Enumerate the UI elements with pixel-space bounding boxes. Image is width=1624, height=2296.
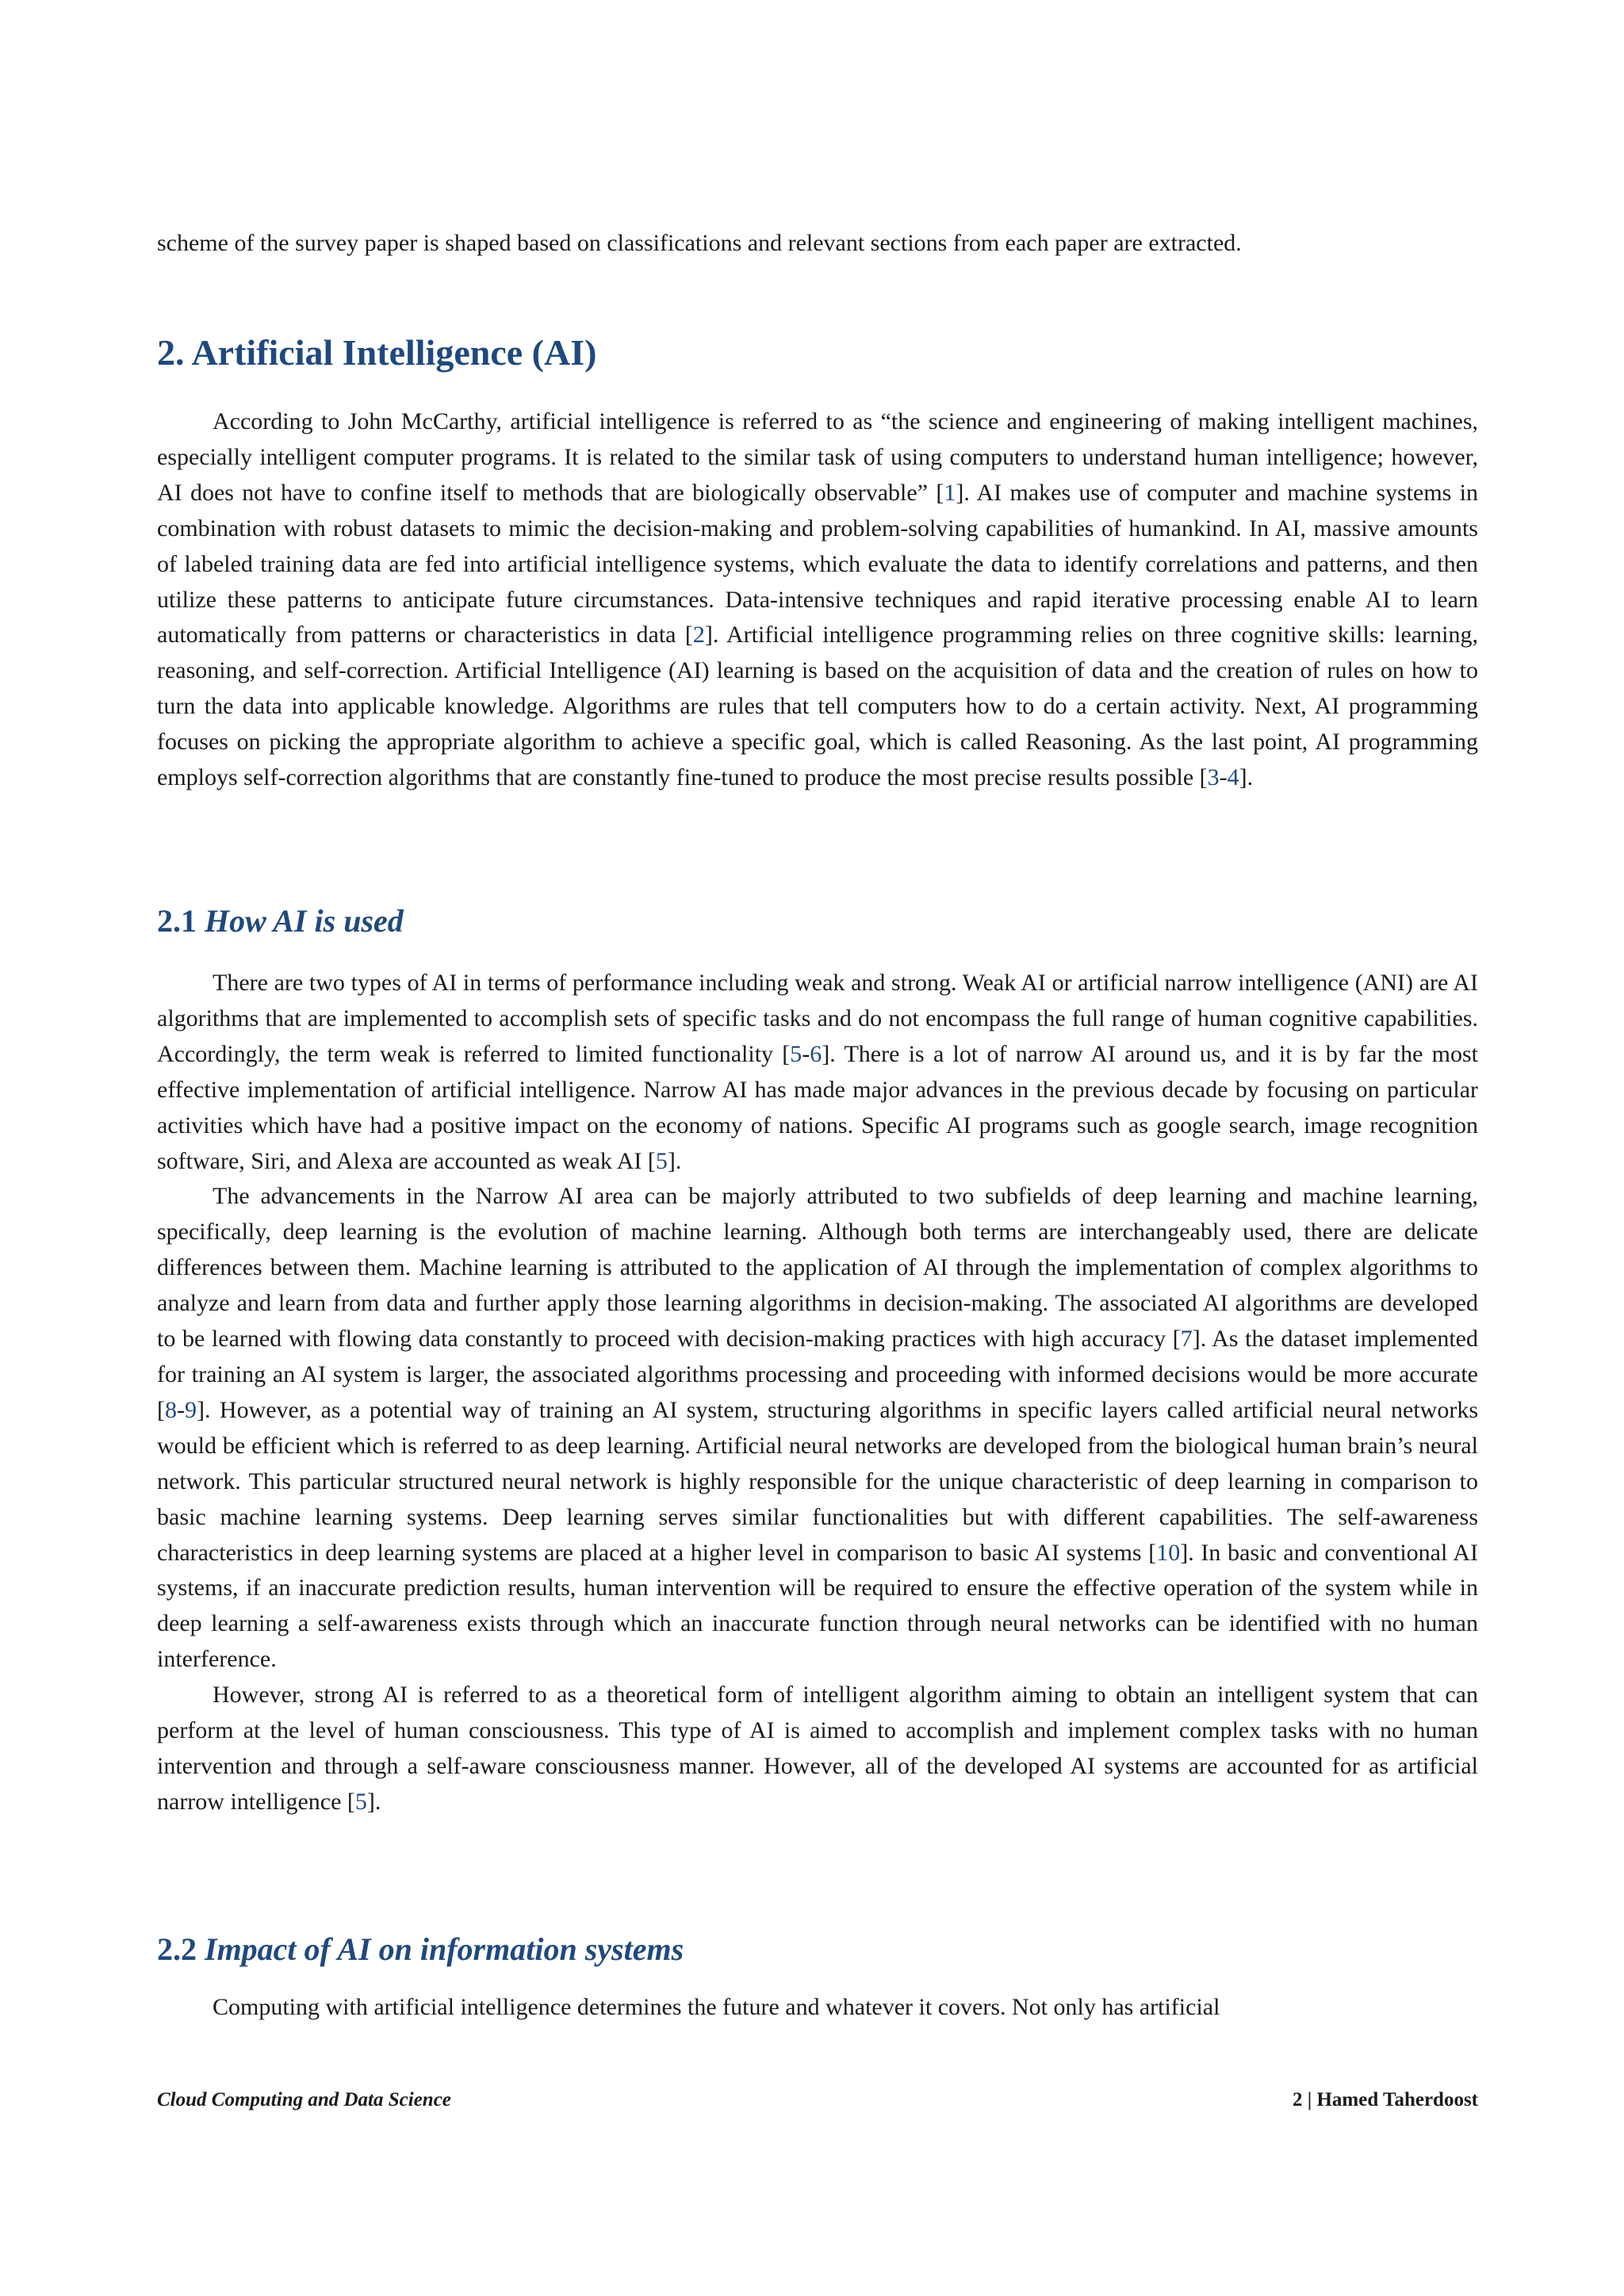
- paragraph: However, strong AI is referred to as a theoretical form of intelligent algorithm aiming to obtain an intelligent system that can perform at the level of human consciousness. This type of AI is aimed to accomplish and implement complex tasks with no human intervention and through a self-aware consciousness manner. However, all of the developed AI systems are accounted for as artificial narrow intelligence [5].: [157, 1682, 1478, 1815]
- citation-link[interactable]: 5: [354, 1788, 367, 1815]
- citation-link[interactable]: 6: [810, 1040, 822, 1067]
- section-heading: 2. Artificial Intelligence (AI): [157, 332, 597, 373]
- citation-link[interactable]: 1: [944, 479, 956, 506]
- paragraph: There are two types of AI in terms of performance including weak and strong. Weak AI or artificial narrow intelligence (ANI) are AI algorithms that are implemented to accomplish sets of specific tasks and do not encompass the full range of human cognitive capabilities. Accordingly, the term weak is referred to limited functionality [5-6]. There is a lot of narrow AI around us, and it is by far the most effective implementation of artificial intelligence. Narrow AI has made major advances in the previous decade by focusing on particular activities which have had a positive impact on the economy of nations. Specific AI programs such as google search, image recognition software, Siri, and Alexa are accounted as weak AI [5].: [157, 970, 1478, 1174]
- subsection-2-2-body: [157, 1990, 1478, 2026]
- subsection-2-1-body: [157, 966, 1478, 1820]
- carryover-text: scheme of the survey paper is shaped based on classifications and relevant sections from each paper are extracted.: [157, 230, 1242, 256]
- citation-link[interactable]: 4: [1227, 764, 1239, 791]
- paragraph: The advancements in the Narrow AI area can be majorly attributed to two subfields of deep learning and machine learning, specifically, deep learning is the evolution of machine learning. Although both terms are interchangeably used, there are delicate differences between them. Machine learning is attributed to the application of AI through the implementation of complex algorithms to analyze and learn from data and further apply those learning algorithms in decision-making. The associated AI algorithms are developed to be learned with flowing data constantly to proceed with decision-making practices with high accuracy [7]. As the dataset implemented for training an AI system is larger, the associated algorithms processing and proceeding with informed decisions would be more accurate [8-9]. However, as a potential way of training an AI system, structuring algorithms in specific layers called artificial neural networks would be efficient which is referred to as deep learning. Artificial neural networks are developed from the biological human brain’s neural network. This particular structured neural network is highly responsible for the unique characteristic of deep learning in comparison to basic machine learning systems. Deep learning serves similar functionalities but with different capabilities. The self-awareness characteristics in deep learning systems are placed at a higher level in comparison to basic AI systems [10]. In basic and conventional AI systems, if an inaccurate prediction results, human intervention will be required to ensure the effective operation of the system while in deep learning a self-awareness exists through which an inaccurate function through neural networks can be identified with no human interference.: [157, 1183, 1478, 1673]
- citation-link[interactable]: 9: [185, 1396, 197, 1423]
- citation-link[interactable]: 5: [655, 1147, 668, 1174]
- paragraph: Computing with artificial intelligence determines the future and whatever it covers. Not only has artificial: [213, 1994, 1220, 2020]
- citation-link[interactable]: 8: [165, 1396, 177, 1423]
- citation-link[interactable]: 2: [692, 622, 705, 649]
- citation-link[interactable]: 7: [1180, 1326, 1193, 1353]
- section-2-body: [157, 404, 1478, 796]
- citation-link[interactable]: 5: [790, 1040, 802, 1067]
- subsection-heading-2-2: 2.2 Impact of AI on information systems: [157, 1931, 684, 1967]
- page-number-author: 2 | Hamed Taherdoost: [1292, 2089, 1478, 2110]
- subsection-heading-2-1: 2.1 How AI is used: [157, 903, 404, 939]
- citation-link[interactable]: 3: [1207, 764, 1220, 791]
- paper-page: [157, 0, 1478, 2296]
- journal-name: Cloud Computing and Data Science: [157, 2089, 451, 2110]
- paragraph: According to John McCarthy, artificial intelligence is referred to as “the science and engineering of making intelligent machines, especially intelligent computer programs. It is related to the similar task of using computers to understand human intelligence; however, AI does not have to confine itself to methods that are biologically observable” [1]. AI makes use of computer and machine systems in combination with robust datasets to mimic the decision-making and problem-solving capabilities of humankind. In AI, massive amounts of labeled training data are fed into artificial intelligence systems, which evaluate the data to identify correlations and patterns, and then utilize these patterns to anticipate future circumstances. Data-intensive techniques and rapid iterative processing enable AI to learn automatically from patterns or characteristics in data [2]. Artificial intelligence programming relies on three cognitive skills: learning, reasoning, and self-correction. Artificial Intelligence (AI) learning is based on the acquisition of data and the creation of rules on how to turn the data into applicable knowledge. Algorithms are rules that tell computers how to do a certain activity. Next, AI programming focuses on picking the appropriate algorithm to achieve a specific goal, which is called Reasoning. As the last point, AI programming employs self-correction algorithms that are constantly fine-tuned to produce the most precise results possible [3-4].: [157, 408, 1479, 791]
- citation-link[interactable]: 10: [1156, 1539, 1181, 1566]
